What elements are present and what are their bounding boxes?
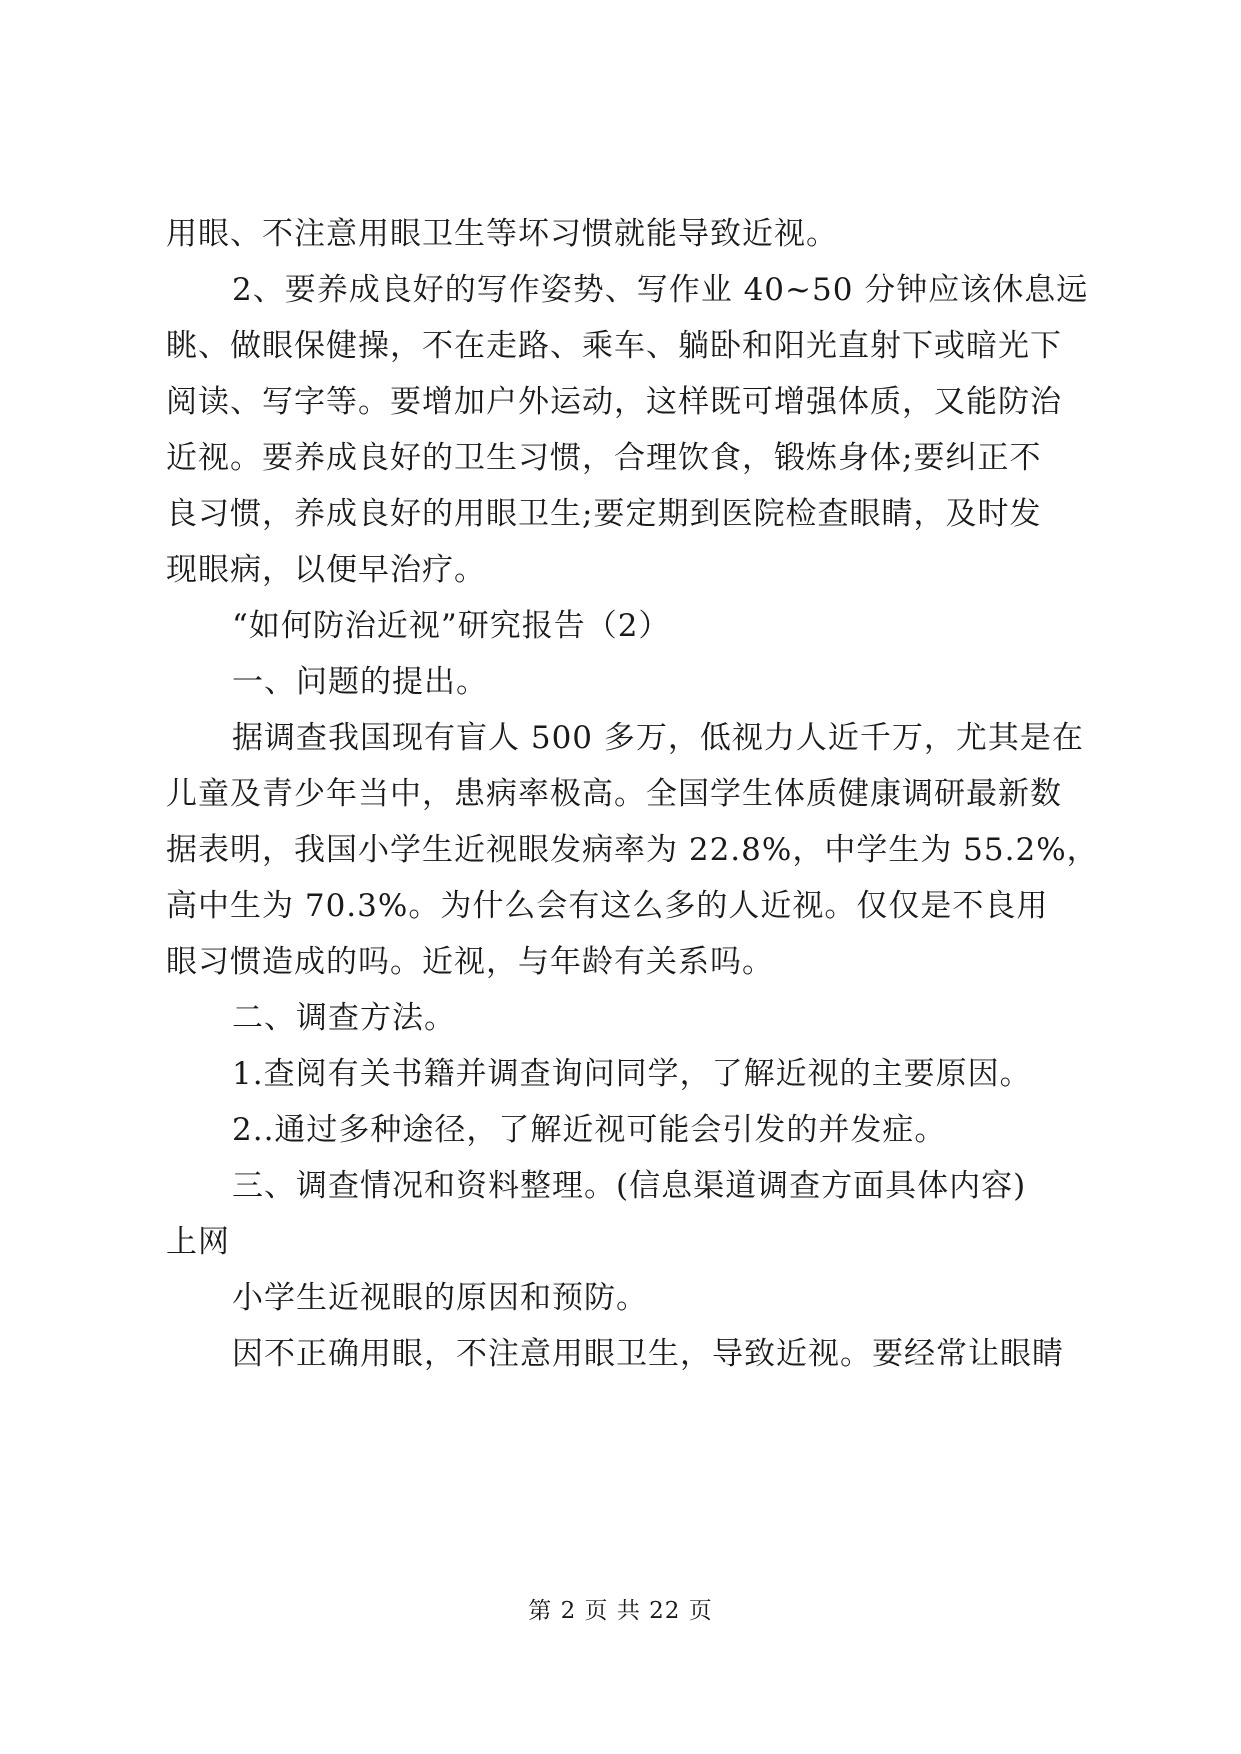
text-line: 眼习惯造成的吗。近视，与年龄有关系吗。 <box>166 944 774 980</box>
text-line: 2、要养成良好的写作姿势、写作业 40~50 分钟应该休息远 <box>232 272 1089 308</box>
text-line: 1.查阅有关书籍并调查询问同学，了解近视的主要原因。 <box>232 1056 1032 1092</box>
text-line: 现眼病，以便早治疗。 <box>166 552 486 588</box>
section-title: “如何防治近视”研究报告（2） <box>232 608 671 644</box>
text-line: 近视。要养成良好的卫生习惯，合理饮食，锻炼身体;要纠正不 <box>166 440 1042 476</box>
section-heading: 一、问题的提出。 <box>232 664 488 700</box>
text-line: 眺、做眼保健操，不在走路、乘车、躺卧和阳光直射下或暗光下 <box>166 328 1062 364</box>
text-line: 良习惯，养成良好的用眼卫生;要定期到医院检查眼睛，及时发 <box>166 496 1042 532</box>
section-heading: 三、调查情况和资料整理。(信息渠道调查方面具体内容) <box>232 1168 1027 1204</box>
text-line: 阅读、写字等。要增加户外运动，这样既可增强体质，又能防治 <box>166 384 1062 420</box>
text-line: 据调查我国现有盲人 500 多万，低视力人近千万，尤其是在 <box>232 720 1084 756</box>
page-footer: 第 2 页 共 22 页 <box>528 1598 713 1624</box>
text-line: 2..通过多种途径，了解近视可能会引发的并发症。 <box>232 1112 947 1148</box>
text-line: 据表明，我国小学生近视眼发病率为 22.8%，中学生为 55.2%， <box>166 832 1099 868</box>
text-line: 高中生为 70.3%。为什么会有这么多的人近视。仅仅是不良用 <box>166 888 1049 924</box>
text-line: 上网 <box>166 1224 230 1260</box>
text-line: 儿童及青少年当中，患病率极高。全国学生体质健康调研最新数 <box>166 776 1062 812</box>
text-line: 因不正确用眼，不注意用眼卫生，导致近视。要经常让眼睛 <box>232 1336 1064 1372</box>
text-line: 小学生近视眼的原因和预防。 <box>232 1280 648 1316</box>
section-heading: 二、调查方法。 <box>232 1000 456 1036</box>
text-line: 用眼、不注意用眼卫生等坏习惯就能导致近视。 <box>166 216 838 252</box>
